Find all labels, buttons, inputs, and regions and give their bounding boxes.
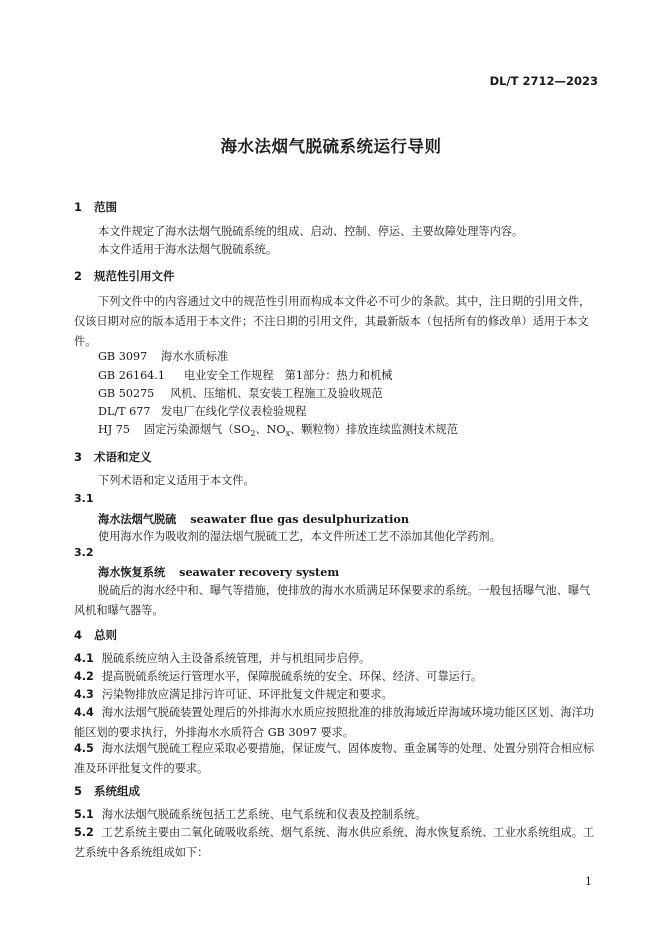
section-heading-5	[74, 783, 140, 799]
section-number: 1	[74, 200, 83, 214]
term-name: 海水恢复系统 seawater recovery system	[98, 565, 340, 579]
section-heading-2	[74, 268, 175, 284]
clause: 4.5 海水法烟气脱硫工程应采取必要措施，保证废气、固体废物、重金属等的处理、处置分别符合相应标准及环评批复文件的要求。	[74, 742, 595, 775]
terms-intro: 下列术语和定义适用于本文件。	[98, 474, 255, 487]
scope-paragraph-2: 本文件适用于海水法烟气脱硫系统。	[98, 243, 278, 256]
section-number: 4	[74, 628, 83, 642]
section-heading-4	[74, 627, 117, 643]
reference-title: 电业安全工作规程 第1部分：热力和机械	[184, 369, 393, 382]
clause: 5.2 工艺系统主要由二氧化硫吸收系统、烟气系统、海水供应系统、海水恢复系统、工业水系统组成。工艺系统中各系统组成如下：	[74, 826, 595, 859]
section-number: 2	[74, 269, 83, 283]
term-number: 3.1	[74, 492, 94, 505]
term-number: 3.2	[74, 546, 94, 559]
clause: 5.1 海水法烟气脱硫系统包括工艺系统、电气系统和仪表及控制系统。	[74, 808, 427, 821]
reference-code: HJ 75	[98, 423, 131, 436]
section-number: 5	[74, 784, 83, 798]
reference-item	[98, 385, 383, 401]
reference-item	[98, 367, 393, 383]
clause: 4.3 污染物排放应满足排污许可证、环评批复文件规定和要求。	[74, 688, 393, 701]
section-heading-1	[74, 199, 117, 215]
term-name: 海水法烟气脱硫 seawater flue gas desulphurization	[98, 512, 409, 526]
normative-intro: 下列文件中的内容通过文中的规范性引用而构成本文件必不可少的条款。其中，注日期的引用文件，仅该日期对应的版本适用于本文件；不注日期的引用文件，其最新版本（包括所有的修改单）适用于本文件。	[74, 295, 591, 348]
clause: 4.2 提高脱硫系统运行管理水平，保障脱硫系统的安全、环保、经济、可靠运行。	[74, 670, 483, 683]
section-title: 总则	[94, 628, 117, 642]
reference-title: 发电厂在线化学仪表检验规程	[161, 405, 307, 418]
section-title: 规范性引用文件	[94, 269, 175, 283]
reference-code: GB 3097	[98, 350, 148, 363]
term-definition: 脱硫后的海水经中和、曝气等措施，使排放的海水水质满足环保要求的系统。一般包括曝气池、曝气风机和曝气器等。	[74, 584, 591, 617]
standard-code: DL/T 2712—2023	[489, 74, 598, 88]
section-title: 范围	[94, 200, 117, 214]
reference-title: 风机、压缩机、泵安装工程施工及验收规范	[170, 387, 383, 400]
document-title: 海水法烟气脱硫系统运行导则	[220, 137, 442, 156]
term-definition: 使用海水作为吸收剂的湿法烟气脱硫工艺，本文件所述工艺不添加其他化学药剂。	[98, 530, 501, 543]
reference-title: 固定污染源烟气（$SO_2$、$NO_x$、颗粒物）排放连续监测技术规范	[144, 423, 458, 439]
section-heading-3	[74, 449, 152, 465]
reference-item	[98, 421, 458, 438]
reference-code: GB 26164.1	[98, 369, 165, 382]
section-title: 系统组成	[94, 784, 140, 798]
reference-code: DL/T 677	[98, 405, 151, 418]
section-title: 术语和定义	[94, 450, 152, 464]
reference-item	[98, 348, 228, 364]
reference-title: 海水水质标准	[161, 350, 229, 363]
clause: 4.4 海水法烟气脱硫装置处理后的外排海水水质应按照批准的排放海域近岸海域环境功能区区划、海洋功能区划的要求执行，外排海水水质符合 GB 3097 要求。	[74, 706, 595, 739]
section-number: 3	[74, 450, 83, 464]
scope-paragraph-1: 本文件规定了海水法烟气脱硫系统的组成、启动、控制、停运、主要故障处理等内容。	[98, 225, 524, 238]
reference-code: GB 50275	[98, 387, 155, 400]
clause: 4.1 脱硫系统应纳入主设备系统管理，并与机组同步启停。	[74, 652, 371, 665]
reference-item	[98, 403, 306, 419]
page-number: 1	[585, 875, 592, 888]
